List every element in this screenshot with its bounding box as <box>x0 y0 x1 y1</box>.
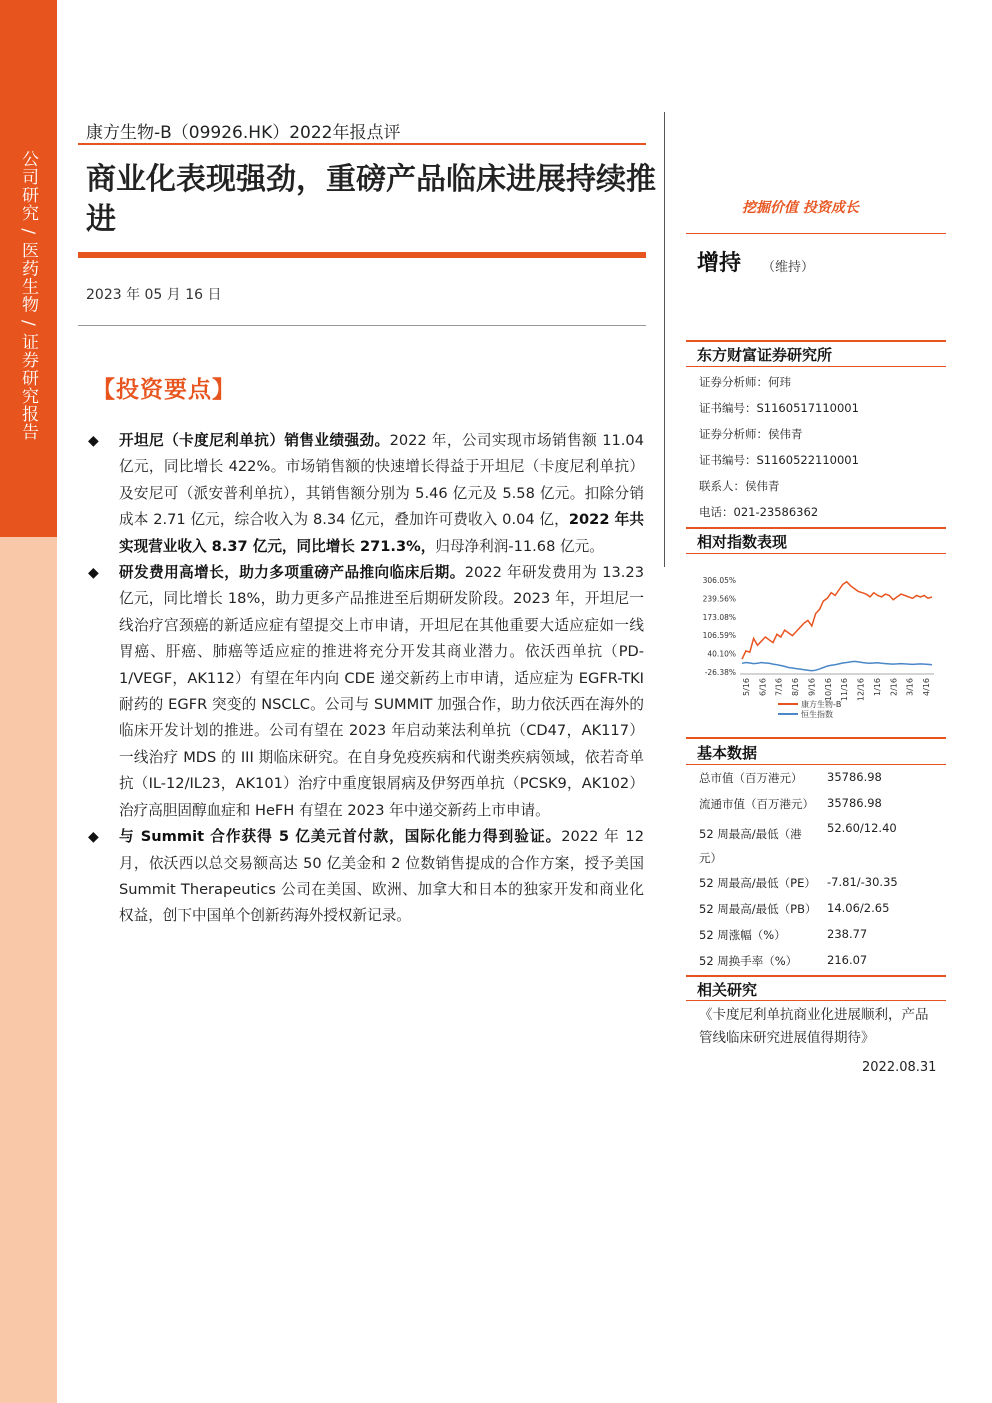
analyst-line: 证书编号：S1160522110001 <box>699 453 859 467</box>
x-tick-label: 12/16 <box>856 678 866 702</box>
x-tick-label: 11/16 <box>840 678 850 702</box>
basic-label: 52 周最高/最低（PB） <box>699 902 817 916</box>
x-tick-label: 7/16 <box>774 678 784 696</box>
legend-label: 恒生指数 <box>801 710 833 719</box>
key-point-highlight: 2022 年共实现营业收入 8.37 亿元，同比增长 271.3%， <box>119 511 644 555</box>
key-point <box>88 560 644 824</box>
key-point-body: 2022 年 12 月，依沃西以总交易额高达 50 亿美金和 2 位数销售提成的合作方案，授予美国 Summit Therapeutics 公司在美国、欧洲、加拿大和日本的独家开发和商业化权益，创下中国单个创新药海外授权新记录。 <box>119 828 644 925</box>
diamond-bullet-icon: ◆ <box>88 433 99 449</box>
related-heading: 相关研究 <box>697 981 758 999</box>
institute-name: 东方财富证券研究所 <box>697 346 833 364</box>
y-tick-label: -26.38% <box>704 668 736 677</box>
title-rule-bottom <box>78 252 646 258</box>
relative-rule-bottom <box>686 553 946 554</box>
diamond-bullet-icon: ◆ <box>88 565 99 582</box>
key-point-body-tail: 归母净利润-11.68 亿元。 <box>435 537 604 555</box>
key-point-text <box>119 428 644 560</box>
related-rule-bottom <box>686 1000 946 1001</box>
slogan-rule <box>686 233 946 234</box>
key-points-list <box>88 428 644 930</box>
series-line-kangfang <box>742 582 932 660</box>
date-rule <box>78 325 646 326</box>
key-point <box>88 824 644 930</box>
key-point-text <box>119 824 644 930</box>
x-tick-label: 9/16 <box>807 678 817 696</box>
institute-rule-bottom <box>686 366 946 367</box>
key-point-body: 2022 年，公司实现市场销售额 11.04 亿元，同比增长 422%。市场销售额的快速增长得益于开坦尼（卡度尼利单抗）及安尼可（派安普利单抗），其销售额分别为 5.46 亿元及 5.58 亿元。扣除分销成本 2.71 亿元，综合收入为 8.34 亿元，叠加许可费收入 0.04 亿， <box>119 432 644 529</box>
y-tick-label: 173.08% <box>702 612 736 622</box>
key-point-lead: 开坦尼（卡度尼利单抗）销售业绩强劲。 <box>119 432 390 449</box>
basic-value: -7.81/-30.35 <box>827 875 898 889</box>
analyst-line: 证券分析师：侯伟青 <box>699 427 803 441</box>
y-tick-label: 106.59% <box>702 631 736 641</box>
basic-label: 52 周换手率（%） <box>699 954 798 968</box>
institute-rule <box>686 340 946 342</box>
key-point-body: 2022 年研发费用为 13.23 亿元，同比增长 18%，助力更多产品推进至后期研发阶段。2023 年，开坦尼一线治疗宫颈癌的新适应症有望提交上市申请，开坦尼在其他重要大适应症如一线胃癌、肝癌、肺癌等适应症的推进将充分开发其商业潜力。依沃西单抗（PD-1/VEGF，AK112）有望在年内向 CDE 递交新药上市申请，适应症为 EGFR-TKI 耐药的 EGFR 突变的 NSCLC。公司与 SUMMIT 加强合作，助力依沃西在海外的临床开发计划的推进。公司有望在 2023 年启动莱法利单抗（CD47，AK117）一线治疗 MDS 的 III 期临床研究。在自身免疫疾病和代谢类疾病领域，依若奇单抗（IL-12/IL23，AK101）治疗中重度银屑病及伊努西单抗（PCSK9，AK102）治疗高胆固醇血症和 HeFH 有望在 2023 年中递交新药上市申请。 <box>119 564 644 819</box>
x-tick-label: 2/16 <box>889 678 899 696</box>
x-tick-label: 5/16 <box>742 678 751 696</box>
relative-heading: 相对指数表现 <box>697 533 788 551</box>
analyst-line: 证券分析师：何玮 <box>699 375 791 389</box>
x-tick-label: 1/16 <box>872 678 882 696</box>
y-tick-label: 239.56% <box>702 594 736 604</box>
basic-row <box>699 822 939 866</box>
side-band-bottom <box>0 537 57 1403</box>
series-line-hsi <box>742 661 932 670</box>
y-tick-label: 40.10% <box>707 649 736 659</box>
basic-label: 52 周涨幅（%） <box>699 928 786 942</box>
page-title: 商业化表现强劲，重磅产品临床进展持续推进 <box>86 162 656 237</box>
basic-value: 216.07 <box>827 953 868 967</box>
relative-rule <box>686 527 946 529</box>
side-category-label <box>0 150 57 510</box>
basic-value: 52.60/12.40 <box>827 821 897 835</box>
basic-value: 35786.98 <box>827 770 882 784</box>
report-title: 康方生物-B（09926.HK）2022年报点评 <box>86 123 401 143</box>
key-point-lead: 与 Summit 合作获得 5 亿美元首付款，国际化能力得到验证。 <box>119 828 562 846</box>
key-point <box>88 428 644 560</box>
rating: 增持 <box>697 251 742 276</box>
diamond-bullet-icon: ◆ <box>88 829 99 846</box>
analyst-line: 证书编号：S1160517110001 <box>699 401 859 415</box>
report-date: 2023 年 05 月 16 日 <box>86 287 222 303</box>
x-tick-label: 6/16 <box>758 678 768 696</box>
side-category-text: 公司研究 / 医药生物 / 证券研究报告 <box>18 150 38 442</box>
column-divider <box>664 112 665 567</box>
basic-value: 238.77 <box>827 927 868 941</box>
analyst-line: 联系人：侯伟青 <box>699 479 780 493</box>
key-point-lead: 研发费用高增长，助力多项重磅产品推向临床后期。 <box>119 564 465 582</box>
key-point-text <box>119 560 644 824</box>
related-rule <box>686 975 946 977</box>
basic-label: 总市值（百万港元） <box>699 771 803 785</box>
basic-rule-bottom <box>686 764 946 765</box>
related-report-date: 2022.08.31 <box>862 1060 937 1075</box>
x-tick-label: 8/16 <box>791 678 801 696</box>
basic-label: 流通市值（百万港元） <box>699 797 814 811</box>
rating-note: （维持） <box>762 260 815 275</box>
y-tick-label: 306.05% <box>702 576 736 585</box>
basic-label: 52 周最高/最低（PE） <box>699 876 816 890</box>
slogan: 挖掘价值 投资成长 <box>742 200 859 216</box>
x-tick-label: 4/16 <box>922 678 931 696</box>
x-tick-label: 10/16 <box>823 678 833 702</box>
relative-performance-chart <box>690 570 946 730</box>
x-tick-label: 3/16 <box>905 678 915 696</box>
basic-heading: 基本数据 <box>697 744 758 762</box>
section-heading: 【投资要点】 <box>92 377 236 403</box>
basic-value: 35786.98 <box>827 796 882 810</box>
basic-value: 14.06/2.65 <box>827 901 890 915</box>
basic-label: 52 周最高/最低（港元） <box>699 827 802 865</box>
title-rule-top <box>78 143 646 145</box>
analyst-line: 电话：021-23586362 <box>699 505 819 519</box>
legend-label: 康方生物-B <box>801 700 842 709</box>
related-report-link[interactable]: 《卡度尼利单抗商业化进展顺利，产品管线临床研究进展值得期待》 <box>699 1007 929 1046</box>
basic-rule <box>686 737 946 739</box>
